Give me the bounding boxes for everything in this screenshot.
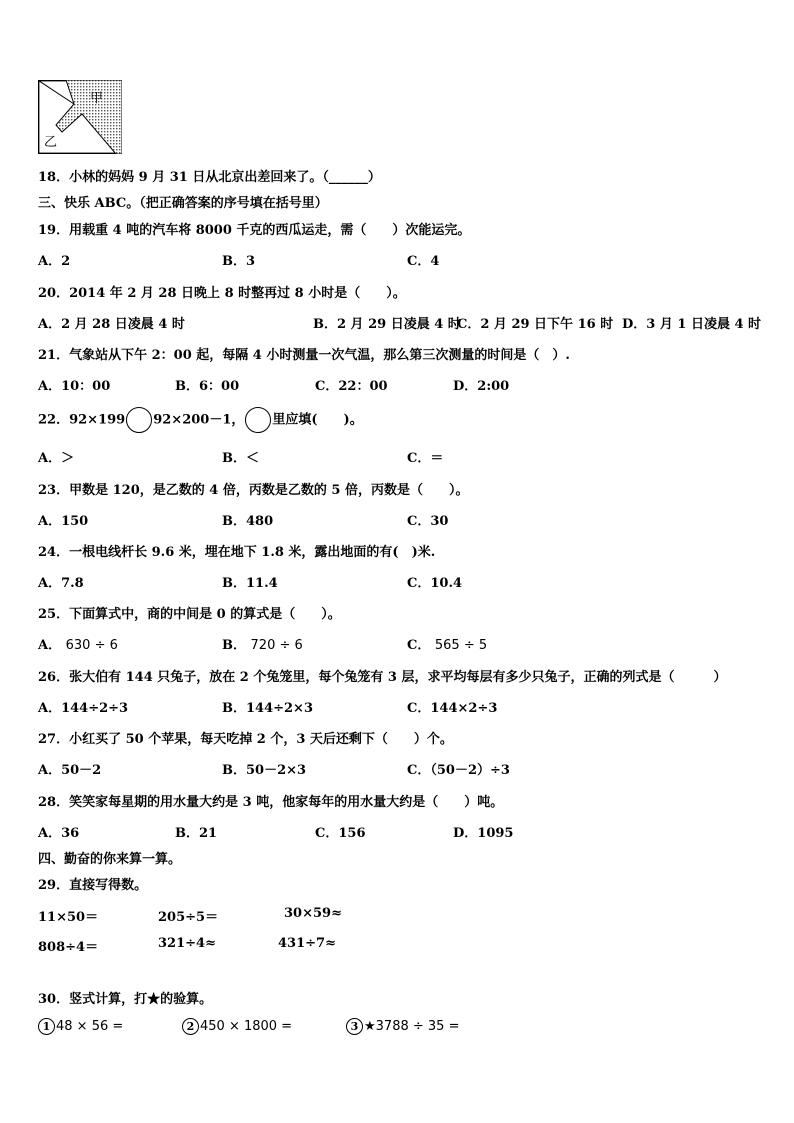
q28-option-b: B．21 — [175, 826, 218, 841]
q28-option-a: A．36 — [38, 826, 80, 841]
question-19: 19．用载重 4 吨的汽车将 8000 千克的西瓜运走，需（ ）次能运完。 — [38, 223, 471, 238]
q21-option-c: C．22：00 — [315, 379, 388, 394]
q22-option-a: A．＞ — [38, 451, 75, 466]
question-24: 24．一根电线杆长 9.6 米，埋在地下 1.8 米，露出地面的有( )米. — [38, 545, 436, 560]
question-25: 25．下面算式中，商的中间是 0 的算式是（ ）。 — [38, 607, 341, 622]
label-yi: 乙 — [44, 135, 58, 150]
q25-option-a-expr: 630 ÷ 6 — [65, 638, 118, 653]
question-29: 29．直接写得数。 — [38, 878, 148, 893]
q29-item-5: 321÷4≈ — [158, 936, 216, 951]
q23-option-a: A．150 — [38, 514, 89, 529]
shape-figure — [38, 80, 122, 154]
q25-option-b-expr: 720 ÷ 6 — [250, 638, 303, 653]
q25-option-b — [222, 634, 303, 653]
q22-prompt: 里应填( )。 — [272, 412, 363, 428]
question-23: 23．甲数是 120，是乙数的 4 倍，丙数是乙数的 5 倍，丙数是（ ）。 — [38, 483, 469, 498]
q30-item-1-expr: 48 × 56 = — [56, 1019, 124, 1034]
question-21: 21．气象站从下午 2：00 起，每隔 4 小时测量一次气温，那么第三次测量的时间是（ ）. — [38, 348, 570, 363]
q29-item-3: 30×59≈ — [284, 906, 342, 921]
q21-option-b: B．6：00 — [175, 379, 240, 394]
q25-option-a — [38, 634, 118, 653]
q19-option-c: C．4 — [407, 254, 440, 269]
q29-item-4: 808÷4＝ — [38, 940, 99, 955]
q24-option-b: B．11.4 — [222, 576, 278, 591]
q30-number-2: 2 — [182, 1018, 199, 1035]
q30-item-3-expr: ★3788 ÷ 35 = — [364, 1019, 460, 1034]
q19-option-b: B．3 — [222, 254, 256, 269]
question-18: 18．小林的妈妈 9 月 31 日从北京出差回来了。（______） — [38, 170, 381, 185]
section-3-heading: 三、快乐 ABC。（把正确答案的序号填在括号里） — [38, 196, 328, 211]
q25-option-a-label: A． — [38, 638, 62, 653]
question-28: 28．笑笑家每星期的用水量大约是 3 吨，他家每年的用水量大约是（ ）吨。 — [38, 795, 504, 810]
q30-item-3 — [346, 1018, 459, 1035]
compare-circle — [126, 407, 152, 433]
section-4-heading: 四、勤奋的你来算一算。 — [38, 852, 182, 867]
q24-option-a: A．7.8 — [38, 576, 84, 591]
q24-option-c: C．10.4 — [407, 576, 463, 591]
q20-option-a: A．2 月 28 日凌晨 4 时 — [38, 317, 185, 332]
q23-option-c: C．30 — [407, 514, 449, 529]
question-22 — [38, 407, 363, 433]
q22-expression-left: 22．92×199 — [38, 412, 126, 428]
q22-option-b: B．＜ — [222, 451, 259, 466]
q25-option-c-label: C． — [407, 638, 431, 653]
q27-option-c: C．（50－2）÷3 — [407, 763, 510, 778]
q25-option-c — [407, 634, 487, 653]
q30-item-2-expr: 450 × 1800 = — [200, 1019, 293, 1034]
q23-option-b: B．480 — [222, 514, 274, 529]
q21-option-a: A．10：00 — [38, 379, 111, 394]
q21-option-d: D．2:00 — [453, 379, 510, 394]
q26-option-a: A．144÷2÷3 — [38, 701, 129, 716]
q30-item-1 — [38, 1018, 123, 1035]
q25-option-b-label: B． — [222, 638, 246, 653]
question-26: 26．张大伯有 144 只兔子，放在 2 个兔笼里，每个兔笼有 3 层，求平均每层有多少只兔子，正确的列式是（ ） — [38, 670, 727, 685]
q29-item-1: 11×50＝ — [38, 910, 99, 925]
question-27: 27．小红买了 50 个苹果，每天吃掉 2 个，3 天后还剩下（ ）个。 — [38, 732, 453, 747]
q30-number-1: 1 — [38, 1018, 55, 1035]
q22-option-c: C．＝ — [407, 451, 444, 466]
question-30: 30．竖式计算，打★的验算。 — [38, 992, 213, 1007]
q28-option-d: D．1095 — [453, 826, 514, 841]
q30-number-3: 3 — [346, 1018, 363, 1035]
blank-circle — [245, 407, 271, 433]
q27-option-b: B．50－2×3 — [222, 763, 307, 778]
q20-option-b: B．2 月 29 日凌晨 4 时 — [313, 317, 461, 332]
q25-option-c-expr: 565 ÷ 5 — [434, 638, 488, 653]
q19-option-a: A．2 — [38, 254, 71, 269]
q27-option-a: A．50－2 — [38, 763, 102, 778]
q29-item-6: 431÷7≈ — [278, 936, 336, 951]
question-20: 20．2014 年 2 月 28 日晚上 8 时整再过 8 小时是（ ）。 — [38, 286, 406, 301]
q28-option-c: C．156 — [315, 826, 366, 841]
q29-item-2: 205÷5＝ — [158, 910, 219, 925]
q26-option-b: B．144÷2×3 — [222, 701, 314, 716]
label-jia: 甲 — [90, 91, 104, 106]
q20-option-d: D．3 月 1 日凌晨 4 时 — [622, 317, 762, 332]
q30-item-2 — [182, 1018, 292, 1035]
q20-option-c: C．2 月 29 日下午 16 时 — [457, 317, 614, 332]
q22-expression-right: 92×200－1， — [153, 412, 245, 428]
q26-option-c: C．144×2÷3 — [407, 701, 498, 716]
